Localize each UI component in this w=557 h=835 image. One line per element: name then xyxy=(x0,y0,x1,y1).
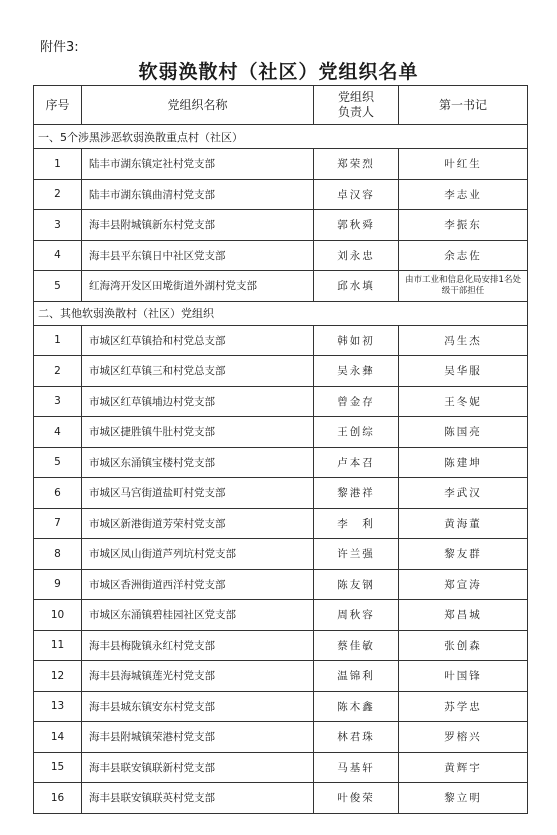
row-number: 10 xyxy=(34,600,82,631)
leader-name: 叶俊荣 xyxy=(314,783,399,814)
org-name: 海丰县梅陇镇永红村党支部 xyxy=(82,630,314,661)
table-row xyxy=(34,210,528,241)
table-row xyxy=(34,240,528,271)
row-number: 5 xyxy=(34,271,82,302)
party-org-table xyxy=(33,85,528,814)
table-row xyxy=(34,417,528,448)
org-name: 陆丰市湖东镇曲清村党支部 xyxy=(82,179,314,210)
leader-name: 黎港祥 xyxy=(314,478,399,509)
table-row xyxy=(34,325,528,356)
leader-name: 卓汉容 xyxy=(314,179,399,210)
table-row xyxy=(34,600,528,631)
secretary-name: 叶国锋 xyxy=(399,661,528,692)
table-row xyxy=(34,149,528,180)
leader-name: 曾金存 xyxy=(314,386,399,417)
table-row xyxy=(34,630,528,661)
row-number: 12 xyxy=(34,661,82,692)
row-number: 11 xyxy=(34,630,82,661)
org-name: 市城区马宫街道盐町村党支部 xyxy=(82,478,314,509)
row-number: 15 xyxy=(34,752,82,783)
leader-name: 马基轩 xyxy=(314,752,399,783)
secretary-name: 黎友群 xyxy=(399,539,528,570)
leader-name: 卢本召 xyxy=(314,447,399,478)
secretary-name: 黎立明 xyxy=(399,783,528,814)
row-number: 13 xyxy=(34,691,82,722)
section-heading-row xyxy=(34,125,528,149)
row-number: 5 xyxy=(34,447,82,478)
org-name: 海丰县联安镇联英村党支部 xyxy=(82,783,314,814)
table-row xyxy=(34,569,528,600)
secretary-note: 由市工业和信息化局安排1名处级干部担任 xyxy=(399,271,528,302)
secretary-name: 黄海董 xyxy=(399,508,528,539)
leader-name: 温锦利 xyxy=(314,661,399,692)
leader-name: 陈木鑫 xyxy=(314,691,399,722)
leader-name: 李 利 xyxy=(314,508,399,539)
table-row xyxy=(34,783,528,814)
leader-name: 蔡佳敏 xyxy=(314,630,399,661)
attachment-label: 附件3: xyxy=(40,40,79,55)
secretary-name: 苏学忠 xyxy=(399,691,528,722)
org-name: 海丰县平东镇日中社区党支部 xyxy=(82,240,314,271)
org-name: 陆丰市湖东镇定社村党支部 xyxy=(82,149,314,180)
leader-name: 吴永彝 xyxy=(314,356,399,387)
leader-name: 邱水填 xyxy=(314,271,399,302)
secretary-name: 冯生杰 xyxy=(399,325,528,356)
section-1-heading: 一、5个涉黑涉恶软弱涣散重点村（社区） xyxy=(34,125,528,149)
row-number: 2 xyxy=(34,179,82,210)
section-2-heading: 二、其他软弱涣散村（社区）党组织 xyxy=(34,301,528,325)
table-row xyxy=(34,539,528,570)
secretary-name: 王冬妮 xyxy=(399,386,528,417)
table-header-row xyxy=(34,86,528,125)
row-number: 3 xyxy=(34,386,82,417)
secretary-name: 李振东 xyxy=(399,210,528,241)
table-row xyxy=(34,508,528,539)
org-name: 红海湾开发区田墘街道外湖村党支部 xyxy=(82,271,314,302)
row-number: 2 xyxy=(34,356,82,387)
org-name: 市城区香洲街道西洋村党支部 xyxy=(82,569,314,600)
org-name: 市城区红草镇三和村党总支部 xyxy=(82,356,314,387)
table-row xyxy=(34,752,528,783)
leader-name: 陈友钢 xyxy=(314,569,399,600)
org-name: 海丰县附城镇新东村党支部 xyxy=(82,210,314,241)
leader-name: 郑荣烈 xyxy=(314,149,399,180)
table-row xyxy=(34,478,528,509)
row-number: 1 xyxy=(34,325,82,356)
org-name: 市城区凤山街道芦列坑村党支部 xyxy=(82,539,314,570)
section-heading-row xyxy=(34,301,528,325)
secretary-name: 张创森 xyxy=(399,630,528,661)
secretary-name: 郑昌城 xyxy=(399,600,528,631)
row-number: 16 xyxy=(34,783,82,814)
leader-name: 王创综 xyxy=(314,417,399,448)
secretary-name: 李武汉 xyxy=(399,478,528,509)
table-row xyxy=(34,691,528,722)
row-number: 4 xyxy=(34,417,82,448)
org-name: 市城区东涌镇碧桂园社区党支部 xyxy=(82,600,314,631)
header-first-secretary: 第一书记 xyxy=(399,86,528,125)
leader-name: 郭秋舜 xyxy=(314,210,399,241)
org-name: 海丰县城东镇安东村党支部 xyxy=(82,691,314,722)
secretary-name: 叶红生 xyxy=(399,149,528,180)
leader-name: 刘永忠 xyxy=(314,240,399,271)
secretary-name: 吴华服 xyxy=(399,356,528,387)
secretary-name: 陈国亮 xyxy=(399,417,528,448)
secretary-name: 余志佐 xyxy=(399,240,528,271)
header-number: 序号 xyxy=(34,86,82,125)
leader-name: 许兰强 xyxy=(314,539,399,570)
table-row xyxy=(34,661,528,692)
secretary-name: 罗榕兴 xyxy=(399,722,528,753)
table-row xyxy=(34,356,528,387)
row-number: 4 xyxy=(34,240,82,271)
org-name: 海丰县附城镇荣港村党支部 xyxy=(82,722,314,753)
row-number: 9 xyxy=(34,569,82,600)
leader-name: 韩如初 xyxy=(314,325,399,356)
row-number: 6 xyxy=(34,478,82,509)
row-number: 3 xyxy=(34,210,82,241)
leader-name: 周秋容 xyxy=(314,600,399,631)
document-title: 软弱涣散村（社区）党组织名单 xyxy=(138,61,419,83)
secretary-name: 黄辉宇 xyxy=(399,752,528,783)
table-row xyxy=(34,386,528,417)
org-name: 市城区新港街道芳荣村党支部 xyxy=(82,508,314,539)
table-row xyxy=(34,722,528,753)
org-name: 海丰县海城镇莲光村党支部 xyxy=(82,661,314,692)
table-row xyxy=(34,447,528,478)
secretary-name: 李志业 xyxy=(399,179,528,210)
row-number: 8 xyxy=(34,539,82,570)
org-name: 市城区红草镇拾和村党总支部 xyxy=(82,325,314,356)
secretary-name: 陈建坤 xyxy=(399,447,528,478)
row-number: 14 xyxy=(34,722,82,753)
table-row xyxy=(34,179,528,210)
org-name: 市城区东涌镇宝楼村党支部 xyxy=(82,447,314,478)
table-row xyxy=(34,271,528,302)
header-leader: 党组织 负责人 xyxy=(314,86,399,125)
row-number: 7 xyxy=(34,508,82,539)
header-org-name: 党组织名称 xyxy=(82,86,314,125)
row-number: 1 xyxy=(34,149,82,180)
leader-name: 林君珠 xyxy=(314,722,399,753)
secretary-name: 郑宣涛 xyxy=(399,569,528,600)
org-name: 市城区红草镇埔边村党支部 xyxy=(82,386,314,417)
org-name: 市城区捷胜镇牛肚村党支部 xyxy=(82,417,314,448)
org-name: 海丰县联安镇联新村党支部 xyxy=(82,752,314,783)
